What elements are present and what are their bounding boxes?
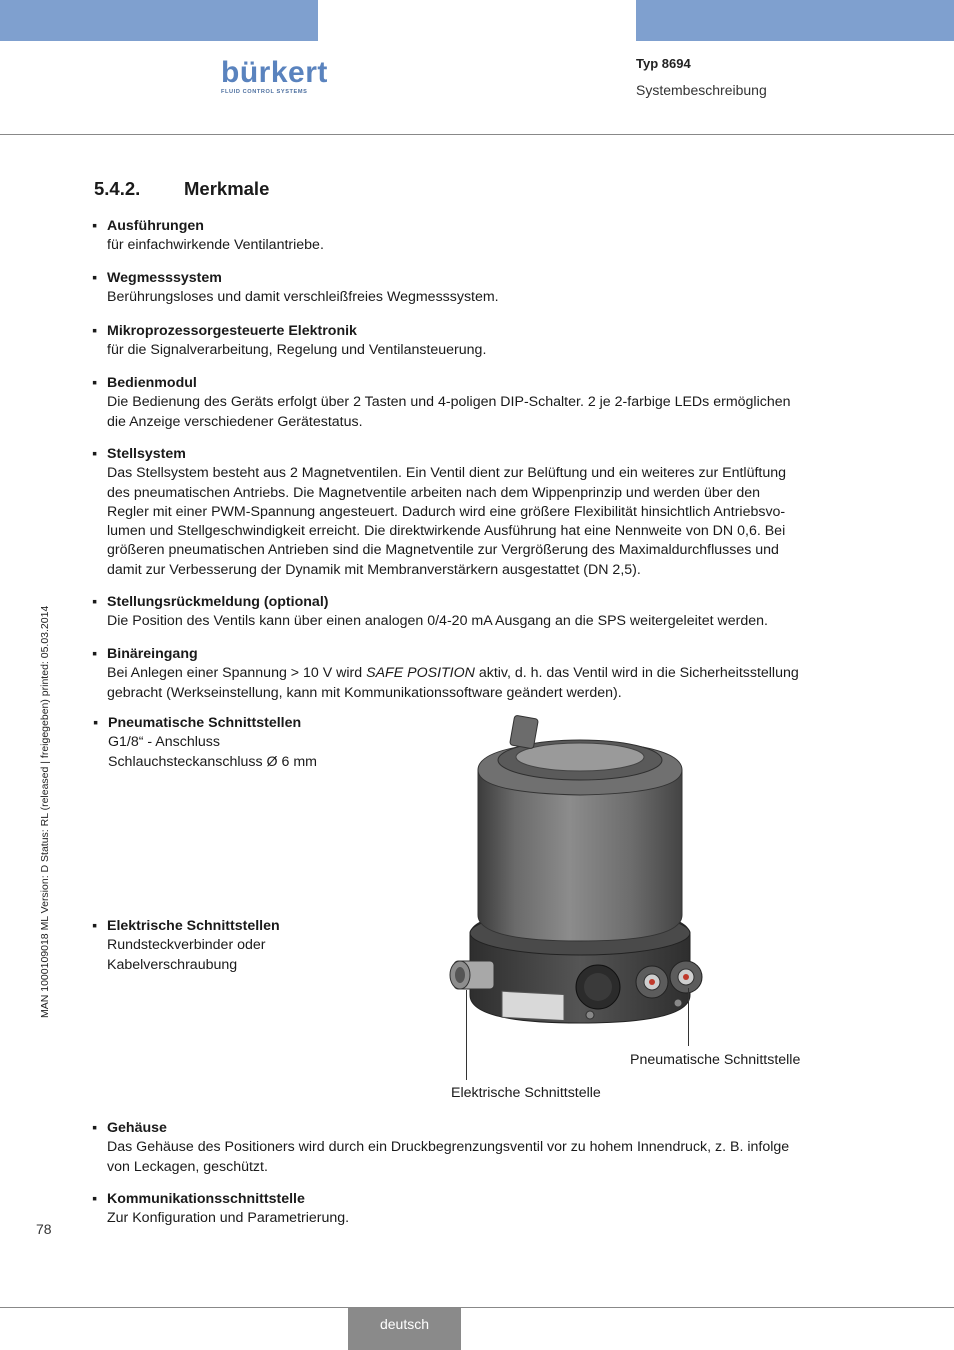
feature-heading: Mikroprozessorgesteuerte Elektronik	[107, 323, 357, 339]
bullet-icon: ▪	[92, 594, 98, 610]
feature-body-line: des pneumatischen Antriebs. Die Magnetventile arbeiten nach dem Wippenprinzip und werden über den	[107, 484, 761, 501]
feature-body-line: lumen und Stellgeschwindigkeit erreicht. Die direktwirkende Ausführung hat eine Nennweite von DN 0,6. Bei	[107, 523, 786, 540]
logo-tagline: FLUID CONTROL SYSTEMS	[221, 89, 308, 95]
feature-body-line: Rundsteckverbinder oder	[107, 937, 266, 954]
feature-heading: Pneumatische Schnittstellen	[108, 715, 302, 731]
page-number: 78	[36, 1221, 52, 1237]
document-subtitle: Systembeschreibung	[636, 82, 767, 98]
feature-item-pneumatische-schnittstellen	[93, 714, 423, 772]
feature-body: für einfachwirkende Ventilantriebe.	[107, 237, 324, 254]
feature-body-line: damit zur Verbesserung der Dynamik mit Membranverstärkern ausgestattet (DN 2,5).	[107, 561, 641, 578]
feature-body-line: die Anzeige verschiedener Gerätestatus.	[107, 413, 363, 430]
feature-heading: Wegmesssystem	[107, 270, 222, 286]
feature-item-wegmesssystem	[92, 269, 872, 308]
feature-heading: Kommunikationsschnittstelle	[107, 1191, 305, 1207]
feature-body-line: G1/8“ - Anschluss	[108, 734, 220, 751]
bullet-icon: ▪	[92, 1191, 98, 1207]
safe-position-term: SAFE POSITION	[366, 665, 475, 682]
bullet-icon: ▪	[92, 1120, 98, 1136]
body-text: aktiv, d. h. das Ventil wird in die Sicherheitsstellung	[474, 665, 799, 682]
feature-item-bedienmodul	[92, 374, 872, 432]
header-divider	[0, 134, 954, 135]
feature-item-elektronik	[92, 322, 872, 361]
feature-item-elektrische-schnittstellen	[92, 917, 422, 975]
logo-wordmark: bürkert	[221, 56, 328, 89]
feature-heading: Bedienmodul	[107, 375, 197, 391]
language-tab: deutsch	[348, 1308, 461, 1350]
callout-line-pneumatic	[688, 988, 689, 1046]
feature-body-line: Die Bedienung des Geräts erfolgt über 2 Tasten und 4-poligen DIP-Schalter. 2 je 2-farbige LEDs ermöglichen	[107, 394, 791, 411]
feature-body-line: Kabelverschraubung	[107, 956, 238, 973]
feature-item-ausfuehrungen	[92, 217, 872, 256]
feature-body: für die Signalverarbeitung, Regelung und Ventilansteuerung.	[107, 342, 487, 359]
feature-heading: Binäreingang	[107, 646, 198, 662]
feature-item-stellungsrueckmeldung	[92, 593, 872, 632]
feature-body-line: Schlauchsteckanschluss Ø 6 mm	[108, 753, 317, 770]
feature-body: Die Position des Ventils kann über einen analogen 0/4-20 mA Ausgang an die SPS weitergeleitet werden.	[107, 613, 768, 630]
feature-body: Zur Konfiguration und Parametrierung.	[107, 1210, 350, 1227]
section-number: 5.4.2.	[94, 178, 141, 199]
bullet-icon: ▪	[92, 218, 98, 234]
header-bar-left	[0, 0, 318, 41]
callout-line-electric	[466, 990, 467, 1080]
feature-body-line: Regler mit einer PWM-Spannung angesteuert. Dadurch wird eine größere Flexibilität hinsichtlich Antriebsvo-	[107, 503, 786, 520]
footer-divider	[0, 1307, 954, 1308]
feature-body-line: gebracht (Werkseinstellung, kann mit Kommunikationssoftware geändert werden).	[107, 684, 622, 701]
bullet-icon: ▪	[92, 918, 98, 934]
feature-heading: Ausführungen	[107, 218, 204, 234]
feature-item-binaereingang	[92, 645, 872, 703]
feature-item-kommunikationsschnittstelle	[92, 1190, 872, 1229]
document-metadata-sidebar: MAN 1000109018 ML Version: D Status: RL (released | freigegeben) printed: 05.03.2014	[39, 605, 51, 1018]
positioner-device-illustration	[440, 705, 720, 1035]
callout-pneumatic-interface: Pneumatische Schnittstelle	[630, 1052, 801, 1068]
header-bar-right	[636, 0, 954, 41]
buerkert-logo	[221, 56, 328, 95]
bullet-icon: ▪	[92, 375, 98, 391]
feature-body-line: Das Stellsystem besteht aus 2 Magnetventilen. Ein Ventil dient zur Belüftung und ein weiteres zur Entlüftung	[107, 465, 787, 482]
feature-heading: Gehäuse	[107, 1120, 167, 1136]
feature-item-stellsystem	[92, 445, 872, 580]
feature-body-line: Das Gehäuse des Positioners wird durch ein Druckbegrenzungsventil vor zu hohem Innendruck, z. B. infolge	[107, 1139, 790, 1156]
bullet-icon: ▪	[92, 270, 98, 286]
feature-heading: Stellsystem	[107, 446, 186, 462]
bullet-icon: ▪	[92, 646, 98, 662]
document-type: Typ 8694	[636, 56, 691, 71]
section-title: Merkmale	[184, 178, 270, 199]
bullet-icon: ▪	[93, 715, 99, 731]
feature-body: Berührungsloses und damit verschleißfreies Wegmesssystem.	[107, 289, 499, 306]
callout-electric-interface: Elektrische Schnittstelle	[451, 1085, 601, 1101]
body-text: Bei Anlegen einer Spannung > 10 V wird	[107, 665, 367, 682]
feature-body-line: größeren pneumatischen Antrieben sind die Magnetventile zur Vergrößerung des Maximaldurchflusses und	[107, 542, 779, 559]
feature-heading: Elektrische Schnittstellen	[107, 918, 280, 934]
feature-body-line	[107, 664, 872, 683]
bullet-icon: ▪	[92, 446, 98, 462]
feature-item-gehaeuse	[92, 1119, 872, 1177]
bullet-icon: ▪	[92, 323, 98, 339]
feature-body-line: von Leckagen, geschützt.	[107, 1158, 268, 1175]
feature-heading: Stellungsrückmeldung (optional)	[107, 594, 329, 610]
